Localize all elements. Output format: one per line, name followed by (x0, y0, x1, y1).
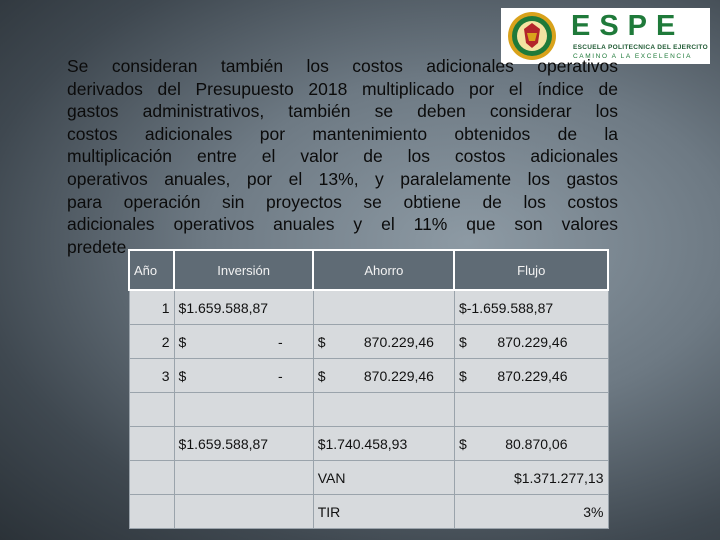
brand-subtitle: ESCUELA POLITECNICA DEL EJERCITO (573, 44, 708, 51)
currency-symbol: $ (317, 333, 326, 350)
paragraph-line: derivados del Presupuesto 2018 multiplicado por el índice de (67, 78, 618, 99)
currency-symbol: $ (178, 367, 187, 384)
table-row (129, 325, 608, 359)
cell-inversion (174, 393, 313, 427)
header-anio: Año (129, 250, 174, 290)
paragraph-line: multiplicación entre el valor de los costos adicionales (67, 146, 618, 167)
van-label: VAN (313, 461, 454, 495)
cell-anio: 1 (129, 290, 174, 325)
paragraph-line: predete (67, 236, 127, 257)
paragraph-line: operativos anuales, por el 13%, y paralelamente los gastos (67, 168, 618, 189)
empty-dash: - (278, 367, 283, 384)
cell-ahorro (313, 393, 454, 427)
cell-anio (129, 495, 174, 529)
amount: 870.229,46 (363, 367, 434, 384)
currency-symbol: $ (178, 333, 187, 350)
espe-seal-icon (507, 11, 557, 61)
amount: 870.229,46 (363, 333, 434, 350)
cell-anio (129, 393, 174, 427)
header-flujo: Flujo (454, 250, 608, 290)
cell-anio (129, 427, 174, 461)
cell-inversion: $1.659.588,87 (174, 290, 313, 325)
totals-row (129, 427, 608, 461)
cell-ahorro (313, 359, 454, 393)
amount: 870.229,46 (497, 367, 568, 384)
brand-name: ESPE (571, 10, 685, 42)
empty-dash: - (278, 333, 283, 350)
cash-flow-table (128, 249, 609, 529)
brand-tagline: CAMINO A LA EXCELENCIA (573, 53, 693, 60)
paragraph-line: costos adicionales por mantenimiento obtenidos de la (67, 123, 618, 144)
cell-flujo (454, 325, 608, 359)
cell-inversion (174, 325, 313, 359)
total-flujo (454, 427, 608, 461)
van-row (129, 461, 608, 495)
tir-value: 3% (454, 495, 608, 529)
paragraph-line: adicionales operativos anuales y el 11% que son valores (67, 214, 618, 235)
cell-inversion (174, 359, 313, 393)
cell-ahorro (313, 290, 454, 325)
cell-anio (129, 461, 174, 495)
currency-symbol: $ (458, 333, 467, 350)
paragraph-line: Se consideran también los costos adicionales operativos (67, 56, 618, 76)
currency-symbol: $ (458, 435, 467, 452)
cell-inversion (174, 461, 313, 495)
header-inversion: Inversión (174, 250, 313, 290)
amount: 870.229,46 (497, 333, 568, 350)
table-row (129, 359, 608, 393)
body-paragraph (67, 55, 618, 258)
table-row (129, 393, 608, 427)
total-ahorro: $1.740.458,93 (313, 427, 454, 461)
amount: 80.870,06 (505, 435, 568, 452)
tir-label: TIR (313, 495, 454, 529)
cell-flujo (454, 393, 608, 427)
tir-row (129, 495, 608, 529)
currency-symbol: $ (317, 367, 326, 384)
van-value: $1.371.277,13 (454, 461, 608, 495)
cell-ahorro (313, 325, 454, 359)
header-ahorro: Ahorro (313, 250, 454, 290)
cell-anio: 3 (129, 359, 174, 393)
paragraph-line: gastos administrativos, también se deben considerar los (67, 101, 618, 122)
cell-anio: 2 (129, 325, 174, 359)
currency-symbol: $ (458, 367, 467, 384)
paragraph-line: para operación sin proyectos se obtiene de los costos (67, 191, 618, 212)
table-header-row (129, 250, 608, 290)
cell-inversion (174, 495, 313, 529)
table-row (129, 290, 608, 325)
total-inversion: $1.659.588,87 (174, 427, 313, 461)
cell-flujo: $-1.659.588,87 (454, 290, 608, 325)
cell-flujo (454, 359, 608, 393)
